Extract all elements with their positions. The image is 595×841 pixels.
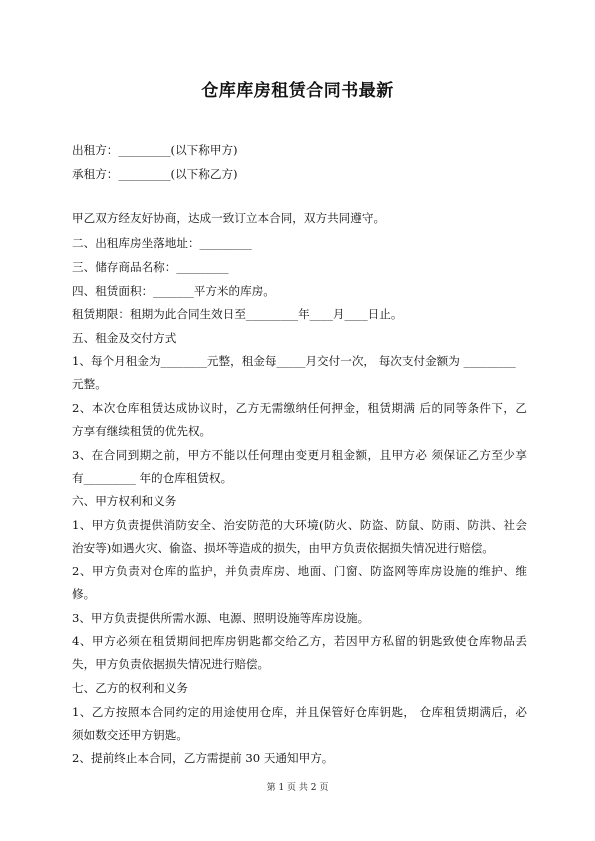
section-5-para-3-line-2: 有_________ 年的仓库租赁权。 <box>72 471 233 485</box>
section-7-para-1-line-1: 1、乙方按照本合同约定的用途使用仓库，并且保管好仓库钥匙， 仓库租赁期满后，必 <box>72 705 527 719</box>
section-6-para-4-line-2: 失，甲方负责依据损失情况进行赔偿。 <box>72 657 270 671</box>
section-6-para-1-line-2: 治安等)如遇火灾、偷盗、损坏等造成的损失，由甲方负责依据损失情况进行赔偿。 <box>72 541 494 555</box>
section-6-para-2-line-2: 修。 <box>72 587 96 601</box>
section-5-para-1-line-1: 1、每个月租金为________元整，租金每_____月交付一次， 每次支付金额为 _________ <box>72 354 516 368</box>
section-5-para-2-line-1: 2、本次仓库租赁达成协议时，乙方无需缴纳任何押金，租赁期满 后的同等条件下，乙 <box>72 401 527 415</box>
section-7-para-2: 2、提前终止本合同，乙方需提前 30 天通知甲方。 <box>72 751 334 765</box>
document-title: 仓库库房租赁合同书最新 <box>201 81 394 101</box>
clause-2-address: 二、出租库房坐落地址：_________ <box>72 236 252 250</box>
intro-paragraph: 甲乙双方经友好协商，达成一致订立本合同，双方共同遵守。 <box>72 211 386 225</box>
section-6-heading: 六、甲方权利和义务 <box>72 494 177 508</box>
section-6-para-1-line-1: 1、甲方负责提供消防安全、治安防范的大环境(防火、防盗、防鼠、防雨、防洪、社会 <box>72 518 527 532</box>
lessee-line: 承租方：_________(以下称乙方) <box>72 167 238 181</box>
section-7-para-1-line-2: 须如数交还甲方钥匙。 <box>72 728 188 742</box>
clause-4-area: 四、租赁面积：_______平方米的库房。 <box>72 284 275 298</box>
section-5-para-3-line-1: 3、在合同到期之前，甲方不能以任何理由变更月租金额，且甲方必 须保证乙方至少享 <box>72 448 527 462</box>
lessor-line: 出租方：_________(以下称甲方) <box>72 143 238 157</box>
clause-3-goods: 三、储存商品名称：_________ <box>72 260 229 274</box>
section-6-para-4-line-1: 4、甲方必须在租赁期间把库房钥匙都交给乙方，若因甲方私留的钥匙致使仓库物品丢 <box>72 634 527 648</box>
section-5-para-2-line-2: 方享有继续租赁的优先权。 <box>72 424 212 438</box>
page-number-footer: 第 1 页 共 2 页 <box>266 783 329 793</box>
section-5-heading: 五、租金及交付方式 <box>72 331 177 345</box>
section-7-heading: 七、乙方的权利和义务 <box>72 681 188 695</box>
lease-term: 租赁期限：租期为此合同生效日至_________年____月____日止。 <box>72 307 403 321</box>
section-6-para-3: 3、甲方负责提供所需水源、电源、照明设施等库房设施。 <box>72 611 370 625</box>
section-6-para-2-line-1: 2、甲方负责对仓库的监护，并负责库房、地面、门窗、防盗网等库房设施的维护、维 <box>72 564 527 578</box>
section-5-para-1-line-2: 元整。 <box>72 377 107 391</box>
